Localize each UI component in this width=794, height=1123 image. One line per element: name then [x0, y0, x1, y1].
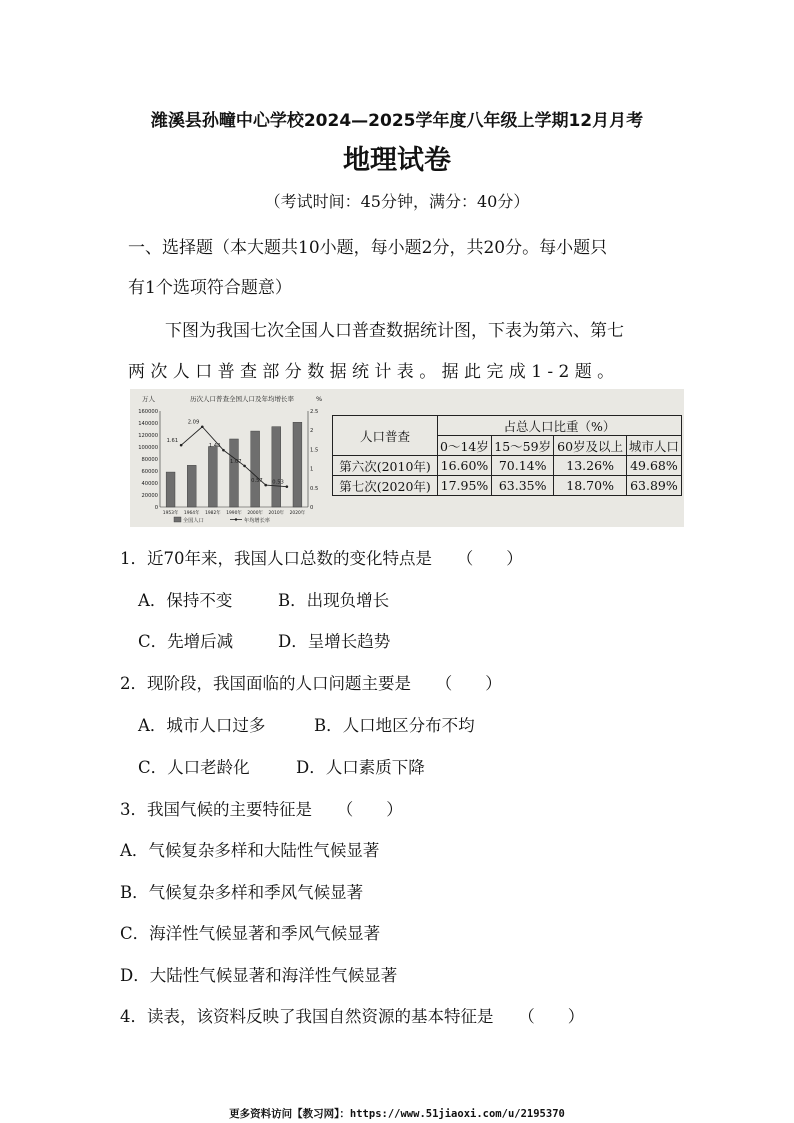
growth-rate-label: 2.09: [187, 419, 200, 426]
y-left-tick-label: 160000: [138, 409, 158, 415]
question-2-option-b: B．人口地区分布不均: [314, 716, 475, 735]
question-2-option-a: A．城市人口过多: [138, 716, 266, 735]
table-cell: 13.26%: [554, 456, 626, 476]
intro-line1: 下图为我国七次全国人口普查数据统计图，下表为第六、第七: [165, 321, 624, 341]
growth-rate-label: 1.07: [230, 458, 242, 465]
growth-rate-point: [201, 425, 204, 428]
table-cell: 63.35%: [491, 476, 554, 496]
question-3-stem: 3．我国气候的主要特征是 （ ）: [120, 800, 403, 819]
question-2-stem: 2．现阶段，我国面临的人口问题主要是 （ ）: [120, 674, 502, 693]
population-chart: [130, 389, 330, 527]
y-right-tick-label: 1: [310, 466, 314, 473]
table-subheader: 0～14岁: [438, 436, 492, 456]
table-cell: 16.60%: [438, 456, 492, 476]
population-bar: [272, 427, 281, 507]
section-title-line1: 一、选择题（本大题共10小题，每小题2分，共20分。每小题只: [128, 238, 608, 258]
question-2-option-d: D．人口素质下降: [296, 758, 425, 777]
growth-rate-label: 1.61: [166, 438, 179, 445]
question-2-option-c: C．人口老龄化: [138, 758, 250, 777]
table-cell: 18.70%: [554, 476, 626, 496]
question-4-stem: 4．读表，该资料反映了我国自然资源的基本特征是 （ ）: [120, 1007, 585, 1026]
x-tick-label: 2000年: [247, 511, 263, 516]
y-left-tick-label: 140000: [138, 421, 158, 427]
table-subheader: 城市人口: [626, 436, 681, 456]
intro-line2: 两次人口普查部分数据统计表。据此完成1-2题。: [128, 362, 620, 382]
population-bar: [208, 447, 217, 507]
question-3-option-d: D．大陆性气候显著和海洋性气候显著: [120, 966, 398, 985]
growth-rate-point: [222, 449, 225, 452]
section-title-line2: 有1个选项符合题意）: [128, 278, 292, 298]
legend-label-growth: 年均增长率: [244, 518, 270, 524]
y-right-tick-label: 2.5: [310, 409, 319, 415]
legend-label-population: 全国人口: [183, 518, 204, 524]
population-bar: [166, 472, 175, 507]
y-left-tick-label: 40000: [141, 481, 158, 487]
y-left-tick-label: 120000: [138, 433, 158, 439]
growth-rate-point: [180, 444, 183, 447]
table-row: [333, 476, 682, 496]
population-bar: [187, 465, 196, 507]
table-row-label: 第七次(2020年): [333, 476, 438, 496]
table-cell: 17.95%: [438, 476, 492, 496]
legend-swatch-growth-dot: [235, 518, 237, 520]
legend-swatch-population: [174, 517, 181, 522]
table-header-census: 人口普查: [333, 416, 438, 456]
census-figure: [130, 389, 684, 527]
y-left-tick-label: 60000: [141, 469, 158, 475]
question-3-option-b: B．气候复杂多样和季风气候显著: [120, 883, 364, 902]
growth-rate-point: [243, 465, 246, 468]
table-header-group: 占总人口比重（%）: [438, 416, 682, 436]
question-1-option-a: A．保持不变: [138, 591, 233, 610]
growth-rate-label: 1.48: [208, 443, 221, 450]
x-tick-label: 1953年: [162, 511, 179, 516]
question-3-option-c: C．海洋性气候显著和季风气候显著: [120, 924, 381, 943]
page-title: 地理试卷: [343, 145, 451, 176]
exam-info: （考试时间：45分钟，满分：40分）: [264, 192, 530, 211]
table-row-label: 第六次(2010年): [333, 456, 438, 476]
y-right-label: %: [316, 395, 323, 403]
growth-rate-label: 0.57: [251, 478, 263, 485]
population-bar: [230, 439, 239, 507]
y-left-tick-label: 20000: [141, 493, 158, 499]
question-1-option-d: D．呈增长趋势: [278, 632, 391, 651]
y-left-tick-label: 0: [154, 505, 158, 511]
x-tick-label: 1982年: [205, 511, 221, 516]
chart-title: 历次人口普查全国人口及年均增长率: [190, 395, 294, 403]
y-right-tick-label: 1.5: [310, 447, 319, 454]
x-tick-label: 2020年: [289, 511, 306, 516]
table-cell: 49.68%: [626, 456, 681, 476]
table-subheader: 15～59岁: [491, 436, 554, 456]
x-tick-label: 1990年: [226, 511, 242, 516]
question-1-option-b: B．出现负增长: [278, 591, 390, 610]
y-right-tick-label: 2: [310, 428, 314, 435]
census-table: [332, 415, 682, 496]
table-subheader: 60岁及以上: [554, 436, 626, 456]
question-1-option-c: C．先增后减: [138, 632, 234, 651]
question-3-option-a: A．气候复杂多样和大陆性气候显著: [120, 841, 380, 860]
population-bar: [293, 422, 302, 507]
footer-link[interactable]: 更多资料访问【教习网】：https://www.51jiaoxi.com/u/2195370: [229, 1108, 565, 1120]
y-left-label: 万人: [142, 395, 155, 403]
school-title: 潍溪县孙疃中心学校2024—2025学年度八年级上学期12月月考: [150, 111, 644, 131]
growth-rate-point: [264, 484, 267, 487]
growth-rate-point: [286, 485, 289, 488]
growth-rate-label: 0.53: [272, 479, 284, 486]
y-right-tick-label: 0.5: [310, 485, 319, 492]
x-tick-label: 1964年: [183, 511, 200, 516]
y-left-tick-label: 100000: [138, 445, 158, 451]
table-row: [333, 456, 682, 476]
table-cell: 70.14%: [491, 456, 554, 476]
population-bar: [251, 431, 260, 507]
y-left-tick-label: 80000: [141, 457, 158, 463]
question-1-stem: 1．近70年来，我国人口总数的变化特点是 （ ）: [120, 549, 523, 568]
table-cell: 63.89%: [626, 476, 681, 496]
y-right-tick-label: 0: [310, 505, 314, 511]
x-tick-label: 2010年: [268, 511, 285, 516]
